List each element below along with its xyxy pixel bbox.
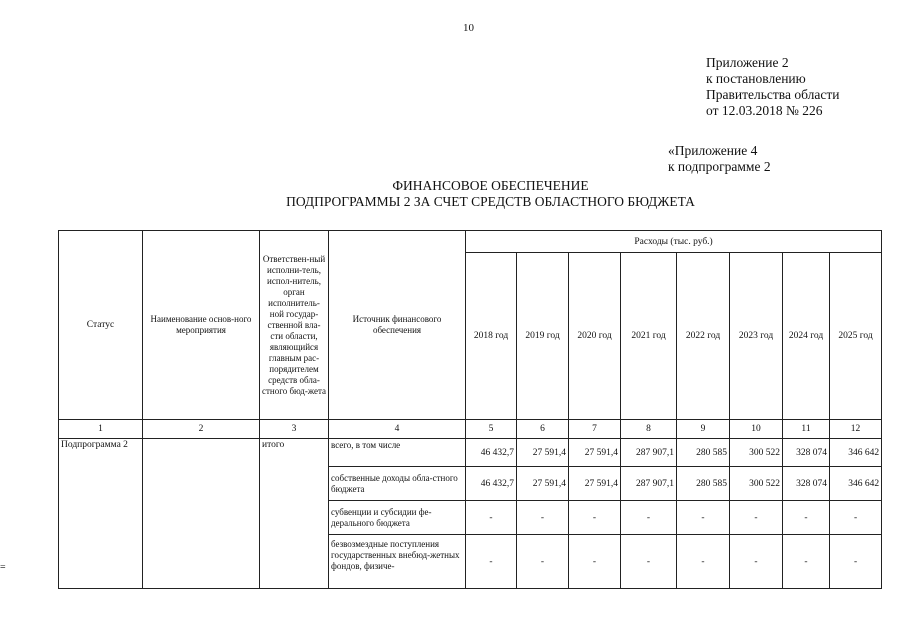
- financing-table: [58, 230, 882, 589]
- column-number: 1: [59, 420, 143, 439]
- header-year: 2021 год: [621, 253, 677, 420]
- value-cell: -: [517, 501, 569, 535]
- title-line-2: ПОДПРОГРАММЫ 2 ЗА СЧЕТ СРЕДСТВ ОБЛАСТНОГО БЮДЖЕТА: [286, 194, 695, 209]
- value-cell: -: [466, 501, 517, 535]
- appendix-block: [706, 55, 839, 119]
- page-number: 10: [463, 22, 474, 34]
- header-status: Статус: [59, 231, 143, 420]
- header-expenses: Расходы (тыс. руб.): [466, 231, 882, 253]
- margin-mark: =: [0, 562, 6, 573]
- value-cell: -: [466, 535, 517, 589]
- header-year: 2023 год: [730, 253, 783, 420]
- source-cell: безвозмездные поступления государственных внебюд-жетных фондов, физиче-: [329, 535, 466, 589]
- value-cell: -: [783, 535, 830, 589]
- column-number: 6: [517, 420, 569, 439]
- header-responsible: Ответствен-ный исполни-тель, испол-нитель, орган исполнитель-ной государ-ственной вла-сти области, являющийся главным рас-порядителем средств обла-стного бюд-жета: [260, 231, 329, 420]
- value-cell: 27 591,4: [517, 439, 569, 467]
- appendix-line: Правительства области: [706, 87, 840, 102]
- document-title: [0, 178, 905, 210]
- value-cell: 280 585: [677, 439, 730, 467]
- header-funding-source: Источник финансового обеспечения: [329, 231, 466, 420]
- value-cell: -: [621, 535, 677, 589]
- value-cell: -: [783, 501, 830, 535]
- value-cell: -: [677, 535, 730, 589]
- value-cell: 46 432,7: [466, 467, 517, 501]
- source-cell: субвенции и субсидии фе-дерального бюджета: [329, 501, 466, 535]
- appendix-line: Приложение 2: [706, 55, 789, 70]
- value-cell: -: [730, 501, 783, 535]
- value-cell: -: [621, 501, 677, 535]
- table-row: [59, 439, 882, 467]
- value-cell: 346 642: [830, 439, 882, 467]
- value-cell: 287 907,1: [621, 467, 677, 501]
- responsible-cell: итого: [260, 439, 329, 589]
- column-number: 2: [143, 420, 260, 439]
- header-year: 2020 год: [569, 253, 621, 420]
- column-number: 3: [260, 420, 329, 439]
- value-cell: -: [517, 535, 569, 589]
- column-number: 4: [329, 420, 466, 439]
- status-cell: Подпрограмма 2: [59, 439, 143, 589]
- value-cell: 300 522: [730, 439, 783, 467]
- value-cell: -: [569, 535, 621, 589]
- value-cell: 328 074: [783, 467, 830, 501]
- header-year: 2022 год: [677, 253, 730, 420]
- column-number: 10: [730, 420, 783, 439]
- value-cell: 287 907,1: [621, 439, 677, 467]
- column-number: 8: [621, 420, 677, 439]
- value-cell: -: [830, 501, 882, 535]
- column-number: 11: [783, 420, 830, 439]
- value-cell: -: [830, 535, 882, 589]
- header-year: 2018 год: [466, 253, 517, 420]
- column-number: 9: [677, 420, 730, 439]
- header-measure-name: Наименование основ-ного мероприятия: [143, 231, 260, 420]
- appendix-line: к постановлению: [706, 71, 806, 86]
- header-year: 2024 год: [783, 253, 830, 420]
- appendix-ref-line: «Приложение 4: [668, 143, 758, 158]
- value-cell: 300 522: [730, 467, 783, 501]
- value-cell: -: [569, 501, 621, 535]
- source-cell: собственные доходы обла-стного бюджета: [329, 467, 466, 501]
- measure-name-cell: [143, 439, 260, 589]
- header-year: 2025 год: [830, 253, 882, 420]
- value-cell: 27 591,4: [569, 467, 621, 501]
- appendix-ref-line: к подпрограмме 2: [668, 159, 771, 174]
- value-cell: 346 642: [830, 467, 882, 501]
- column-number: 7: [569, 420, 621, 439]
- value-cell: -: [730, 535, 783, 589]
- appendix-line: от 12.03.2018 № 226: [706, 103, 823, 118]
- value-cell: 27 591,4: [569, 439, 621, 467]
- column-number: 12: [830, 420, 882, 439]
- title-line-1: ФИНАНСОВОЕ ОБЕСПЕЧЕНИЕ: [392, 178, 589, 193]
- value-cell: 328 074: [783, 439, 830, 467]
- appendix-reference-block: [668, 143, 771, 175]
- value-cell: 27 591,4: [517, 467, 569, 501]
- header-year: 2019 год: [517, 253, 569, 420]
- value-cell: 46 432,7: [466, 439, 517, 467]
- source-cell: всего, в том числе: [329, 439, 466, 467]
- column-number-row: [59, 420, 882, 439]
- value-cell: 280 585: [677, 467, 730, 501]
- value-cell: -: [677, 501, 730, 535]
- column-number: 5: [466, 420, 517, 439]
